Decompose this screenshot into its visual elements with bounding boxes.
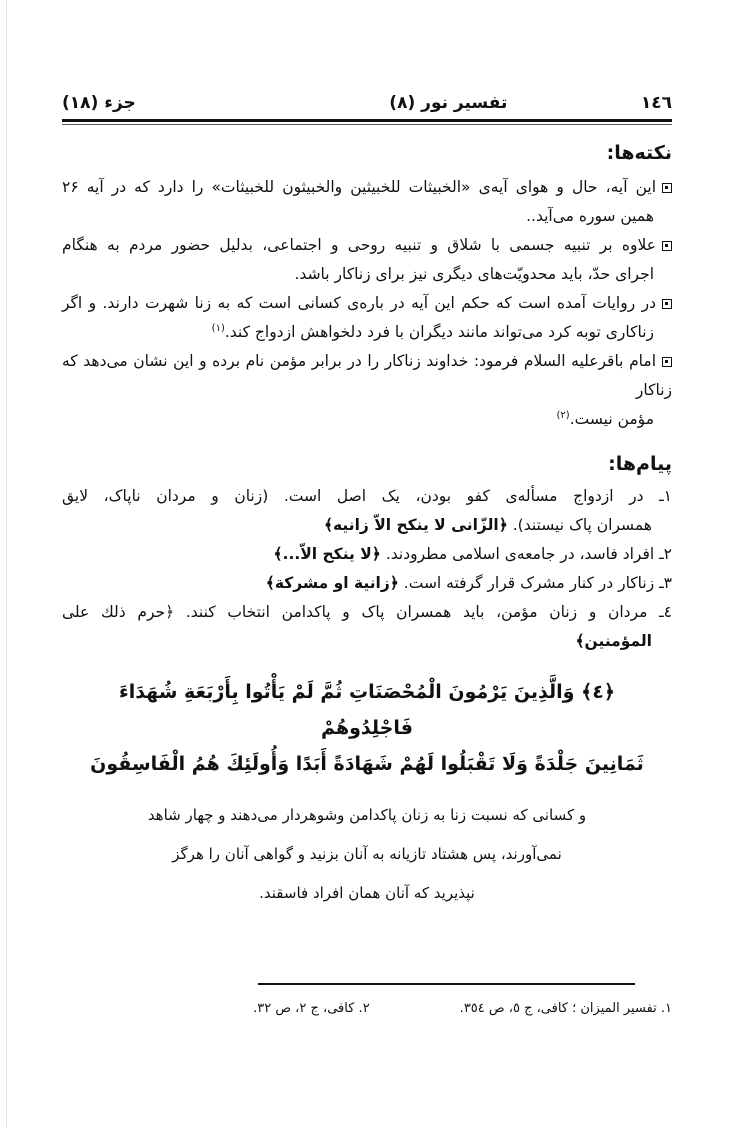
page-content <box>62 0 672 1019</box>
book-title: تفسیر نور (٨) <box>389 93 508 113</box>
message-1-line-1: ۱ـ در ازدواج مسأله‌ی کفو بودن، یک اصل است. (زنان و مردان ناپاک، لایق <box>62 487 672 505</box>
message-4-line-1: ٤ـ مردان و زنان مؤمن، باید همسران پاک و پاکدامن انتخاب کنند. ﴿حرم ذلك على <box>62 603 672 621</box>
footnote-2: ٢. کافی، ج ٢، ص ٣٢. <box>253 1001 370 1016</box>
footnote-rule <box>258 983 635 985</box>
footnote-ref[interactable]: (٢) <box>556 409 570 421</box>
page-number: ١٤٦ <box>640 93 672 113</box>
verse-line-2: ثَمَانِينَ جَلْدَةً وَلَا تَقْبَلُوا لَهُمْ شَهَادَةً أَبَدًا وَأُولَئِكَ هُمُ الْفَاسِقُونَ <box>90 753 644 775</box>
footnote-1: ١. تفسیر المیزان ؛ کافی، ج ٥، ص ٣٥٤. <box>459 1001 672 1016</box>
header-rule-thin <box>62 124 672 125</box>
note-2-line-2: اجرای حدّ، باید محدویّت‌های دیگری نیز برای زناکار باشد. <box>294 265 654 283</box>
message-2: ۲ـ افراد فاسد، در جامعه‌ی اسلامی مطرودند. ﴿لا ینکح الاّ...﴾ <box>273 545 672 563</box>
notes-heading: نکته‌ها: <box>606 142 672 164</box>
note-4-line-1: امام باقرعليه السلام فرمود: خداوند زناکار را در برابر مؤمن نام برده و این نشان می‌دهد که زناکار <box>62 352 672 399</box>
footnotes <box>62 999 672 1019</box>
quran-quote: ﴿لا ینکح الاّ...﴾ <box>273 545 381 563</box>
translation-line-2: نمی‌آورند، پس هشتاد تازیانه به آنان بزنید و گواهی آنان را هرگز <box>172 845 562 863</box>
message-4-line-2: المؤمنين﴾ <box>575 632 652 650</box>
message-1-line-2: همسران پاک نیستند). ﴿الزّانی لا ینکح الاّ زانیه﴾ <box>323 516 652 534</box>
footnote-ref[interactable]: (١) <box>211 322 225 334</box>
note-1-line-1: این آیه، حال و هوای آیه‌ی «الخبیثات للخبیثین والخبیثون للخبیثات» را دارد که در آیه ۲۶ <box>62 173 672 202</box>
note-3-line-1: در روایات آمده است که حکم این آیه در باره‌ی کسانی است که به زنا شهرت دارند. و اگر <box>62 289 672 318</box>
note-3-line-2: زناکاری توبه کرد می‌تواند مانند دیگران با فرد دلخواهش ازدواج کند.$^{(١)}$ <box>211 322 654 341</box>
header-rule <box>62 119 672 122</box>
quran-quote: ﴿الزّانی لا ینکح الاّ زانیه﴾ <box>323 516 508 534</box>
note-4-line-2: مؤمن نیست.$^{(٢)}$ <box>556 409 654 428</box>
square-bullet-icon <box>662 183 672 193</box>
verse-line-1: ﴿٤﴾ وَالَّذِينَ يَرْمُونَ الْمُحْصَنَاتِ ثُمَّ لَمْ يَأْتُوا بِأَرْبَعَةِ شُهَدَاءَ فَاجْلِدُوهُمْ <box>118 681 616 739</box>
message-3: ۳ـ زناکار در کنار مشرک قرار گرفته است. ﴿زانیة او مشرکة﴾ <box>265 574 672 592</box>
note-2-line-1: علاوه بر تنبیه جسمی با شلاق و تنبیه روحی و اجتماعی، بدلیل حضور مردم به هنگام <box>62 231 672 260</box>
quran-quote: ﴿زانیة او مشرکة﴾ <box>265 574 399 592</box>
verse-number: ﴿٤﴾ <box>581 681 616 703</box>
page-edge <box>6 0 7 1128</box>
square-bullet-icon <box>662 357 672 367</box>
messages-heading: پیام‌ها: <box>608 453 672 475</box>
part-label: جزء (١٨) <box>62 93 136 113</box>
square-bullet-icon <box>662 241 672 251</box>
running-header <box>62 88 672 118</box>
translation-line-3: نپذیرید که آنان همان افراد فاسقند. <box>259 884 475 902</box>
translation-line-1: و کسانی که نسبت زنا به زنان پاکدامن وشوهردار می‌دهند و چهار شاهد <box>147 806 587 824</box>
square-bullet-icon <box>662 299 672 309</box>
note-1-line-2: همین سوره می‌آید.. <box>526 207 654 225</box>
